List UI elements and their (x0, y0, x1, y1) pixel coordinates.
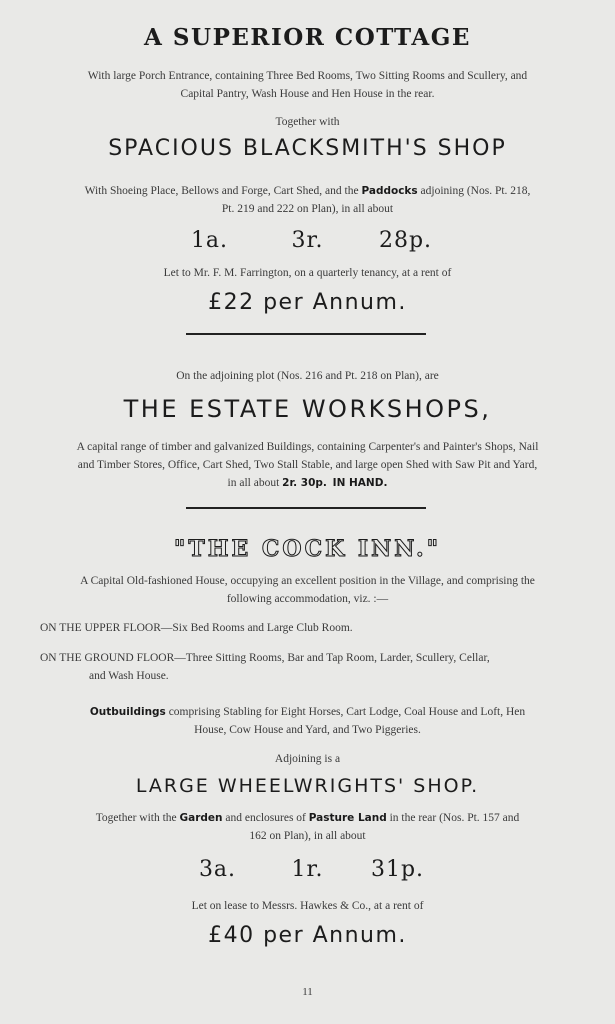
page-number: 11 (302, 986, 313, 998)
blacksmith-rent: £22 per Annum. (208, 290, 407, 315)
area-perches: 31p. (370, 857, 425, 882)
pasture-land-label: Pasture Land (308, 812, 387, 824)
outbuildings-label: Outbuildings (89, 706, 166, 718)
blacksmith-title: SPACIOUS BLACKSMITH'S SHOP (108, 136, 507, 161)
workshops-desc-line3 (0, 474, 615, 492)
garden-label: Garden (179, 812, 223, 824)
wheelwrights-rent: £40 per Annum. (208, 923, 407, 948)
inn-desc-line1: A Capital Old-fashioned House, occupying an excellent position in the Village, and comprising the (80, 575, 535, 587)
blacksmith-desc-line1 (0, 182, 615, 200)
inn-adjoining: Adjoining is a (274, 753, 341, 765)
inn-title: "THE COCK INN." (173, 536, 442, 562)
inn-ground-floor-line1: ON THE GROUND FLOOR—Three Sitting Rooms, Bar and Tap Room, Larder, Scullery, Cellar, (40, 652, 490, 664)
wheelwrights-desc-line1 (0, 809, 615, 827)
cottage-desc-line2: Capital Pantry, Wash House and Hen House in the rear. (180, 88, 435, 100)
wheelwrights-desc-text-a: Together with the (95, 812, 177, 824)
cottage-desc-line1: With large Porch Entrance, containing Three Bed Rooms, Two Sitting Rooms and Scullery, and (87, 70, 528, 82)
wheelwrights-title: LARGE WHEELWRIGHTS' SHOP. (135, 775, 480, 797)
together-with: Together with (275, 116, 340, 128)
blacksmith-desc-text-b: adjoining (Nos. Pt. 218, (420, 185, 531, 197)
workshops-area: 2r. 30p. (282, 477, 327, 489)
area-roods: 3r. (291, 228, 324, 253)
workshops-desc-line1: A capital range of timber and galvanized Buildings, containing Carpenter's and Painter's Shops, Nail (76, 441, 539, 453)
paddocks-label: Paddocks (361, 185, 418, 197)
inn-upper-floor: ON THE UPPER FLOOR—Six Bed Rooms and Large Club Room. (40, 622, 353, 634)
inn-outbuildings-line1 (0, 703, 615, 721)
blacksmith-desc-line2: Pt. 219 and 222 on Plan), in all about (221, 203, 394, 215)
area-acres: 1a. (190, 228, 229, 253)
blacksmith-area (0, 228, 615, 253)
workshops-desc-line2: and Timber Stores, Office, Cart Shed, Two Stall Stable, and large open Shed with Saw Pit and Yard, (77, 459, 538, 471)
area-roods: 1r. (291, 857, 324, 882)
area-acres: 3a. (198, 857, 237, 882)
workshops-title: THE ESTATE WORKSHOPS, (123, 395, 492, 423)
workshops-intro: On the adjoining plot (Nos. 216 and Pt. 218 on Plan), are (176, 370, 439, 382)
divider-rule (186, 333, 426, 335)
inn-outbuildings-line2: House, Cow House and Yard, and Two Piggeries. (194, 724, 421, 736)
divider-rule (186, 507, 426, 509)
wheelwrights-lease-text: Let on lease to Messrs. Hawkes & Co., at a rent of (191, 900, 424, 912)
inn-desc-line2: following accommodation, viz. :— (226, 593, 389, 605)
wheelwrights-desc-line2: 162 on Plan), in all about (249, 830, 366, 842)
outbuildings-text: comprising Stabling for Eight Horses, Cart Lodge, Coal House and Loft, Hen (168, 706, 526, 718)
area-perches: 28p. (378, 228, 433, 253)
workshops-desc-text-a: in all about (227, 477, 280, 489)
cottage-title: A SUPERIOR COTTAGE (144, 24, 471, 51)
wheelwrights-desc-text-c: in the rear (Nos. Pt. 157 and (389, 812, 520, 824)
blacksmith-let-text: Let to Mr. F. M. Farrington, on a quarterly tenancy, at a rent of (163, 267, 452, 279)
in-hand-label: IN HAND. (332, 477, 388, 489)
inn-ground-floor-line2: and Wash House. (89, 670, 169, 682)
wheelwrights-desc-text-b: and enclosures of (225, 812, 306, 824)
wheelwrights-area (0, 857, 615, 882)
blacksmith-desc-text-a: With Shoeing Place, Bellows and Forge, Cart Shed, and the (84, 185, 359, 197)
